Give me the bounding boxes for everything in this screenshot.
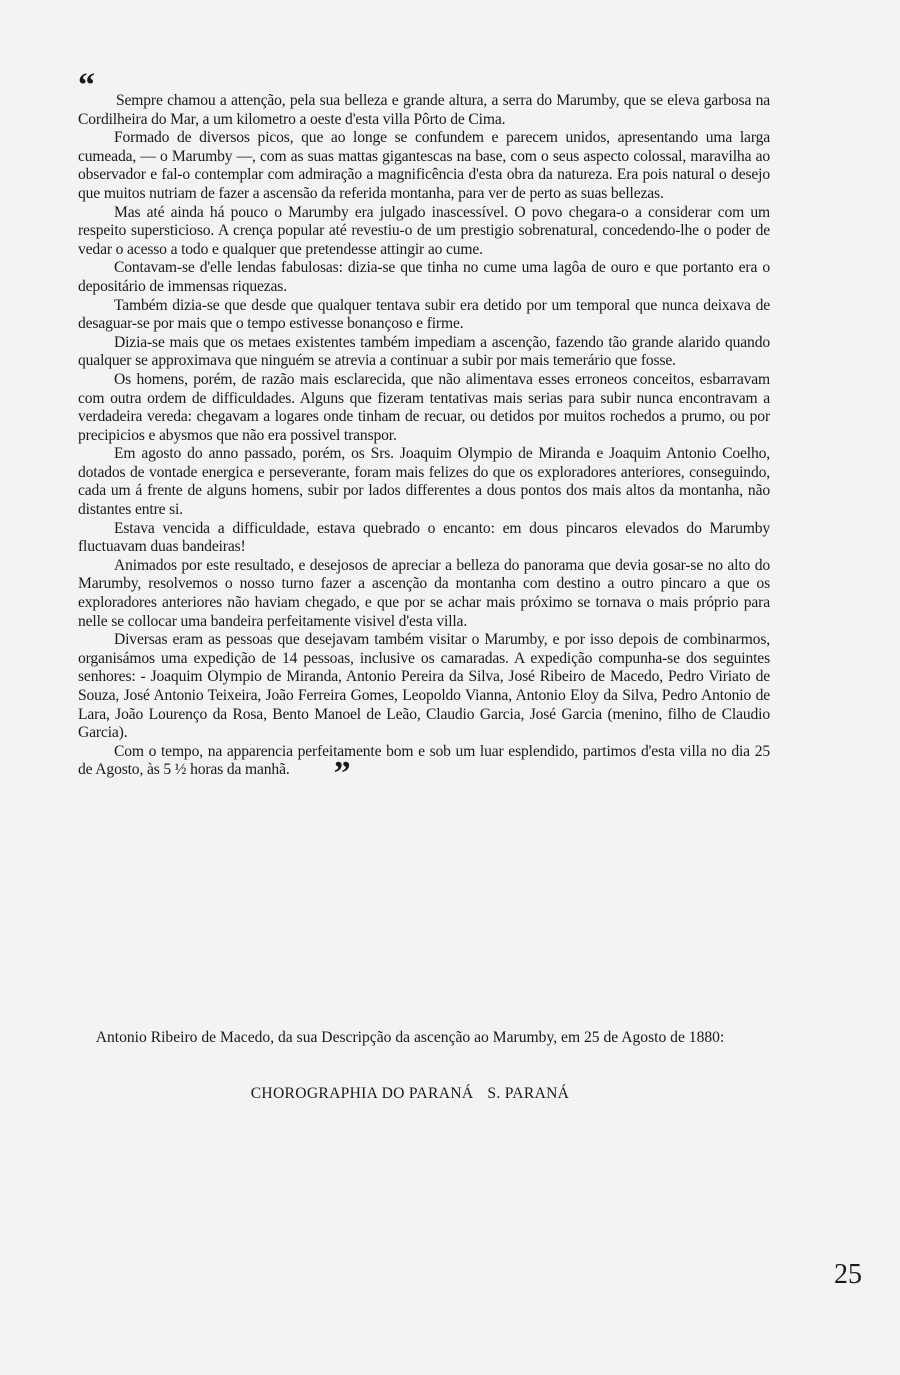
paragraph: Sempre chamou a attenção, pela sua belleza e grande altura, a serra do Marumby, que se eleva garbosa na Cordilheira do Mar, a um kilometro a oeste d'esta villa Pôrto de Cima. [78, 92, 770, 128]
paragraph: Animados por este resultado, e desejosos de apreciar a belleza do panorama que devia gosar-se no alto do Marumby, resolvemos o nosso turno fazer a ascenção da montanha com destino a outro pincaro a que os exploradores anteriores não haviam chegado, e que por se achar mais próximo se tornava o mais próprio para nelle se collocar uma bandeira perfeitamente visivel d'esta villa. [78, 556, 770, 630]
source-citation [120, 1084, 700, 1103]
paragraph: Formado de diversos picos, que ao longe se confundem e parecem unidos, apresentando uma larga cumeada, — o Marumby —, com as suas mattas gigantescas na base, com o seus aspecto colossal, maravilha ao observador e fal-o contemplar com admiração a magnificência d'esta obra da natureza. Era pois natural o desejo que muitos nutriam de fazer a ascensão da referida montanha, para ver de perto as suas bellezas. [78, 129, 770, 202]
quotation-text [78, 92, 770, 793]
source-title: CHOROGRAPHIA DO PARANÁ [250, 1085, 474, 1102]
paragraph: Mas até ainda há pouco o Marumby era julgado inascessível. O povo chegara-o a considerar com um respeito supersticioso. A crença popular até revestiu-o de um prestigio sobrenatural, concedendo-lhe o poder de vedar o acesso a todo e qualquer que pretendesse attingir ao cume. [78, 203, 770, 258]
paragraph: Em agosto do anno passado, porém, os Srs. Joaquim Olympio de Miranda e Joaquim Antonio Coelho, dotados de vontade energica e perseverante, foram mais felizes do que os exploradores anteriores, conseguindo, cada um á frente de alguns homens, subir por lados differentes a dous pontos dos mais altos da montanha, não distantes entre si. [78, 445, 770, 519]
paragraph: Dizia-se mais que os metaes existentes também impediam a ascenção, fazendo tão grande alarido quando qualquer se approximava que ninguém se atrevia a continuar a subir por mais temerário que fosse. [78, 333, 770, 370]
page-number: 25 [834, 1259, 862, 1290]
paragraph: Diversas eram as pessoas que desejavam também visitar o Marumby, e por isso depois de combinarmos, organisámos uma expedição de 14 pessoas, inclusive os camaradas. A expedição compunha-se dos seguintes senhores: - Joaquim Olympio de Miranda, Antonio Pereira da Silva, José Ribeiro de Macedo, Pedro Viriato de Souza, José Antonio Teixeira, João Ferreira Gomes, Leopoldo Vianna, Antonio Eloy da Silva, Pedro Antonio de Lara, João Lourenço da Rosa, Bento Manoel de Leão, Claudio Garcia, José Garcia (menino, filho de Claudio Garcia). [78, 631, 770, 742]
paragraph-last-text: Com o tempo, na apparencia perfeitamente bom e sob um luar esplendido, partimos d'esta villa no dia 25 de Agosto, às 5 ½ horas da manhã. [78, 742, 770, 779]
opening-quotation-mark: “ [78, 67, 93, 104]
source-author: S. PARANÁ [487, 1085, 570, 1102]
paragraph: Estava vencida a difficuldade, estava quebrado o encanto: em dous pincaros elevados do Marumby fluctuavam duas bandeiras! [78, 519, 770, 556]
closing-quotation-mark: ” [333, 755, 349, 793]
paragraph: Também dizia-se que desde que qualquer tentava subir era detido por um temporal que nunca deixava de desaguar-se por mais que o tempo estivesse bonançoso e firme. [78, 296, 770, 333]
attribution-line: Antonio Ribeiro de Macedo, da sua Descripção da ascenção ao Marumby, em 25 de Agosto de 1880: [95, 1029, 725, 1046]
paragraph-last [78, 742, 770, 793]
paragraph: Os homens, porém, de razão mais esclarecida, que não alimentava esses erroneos conceitos, esbarravam com outra ordem de difficuldades. Alguns que fizeram tentativas mais serias para subir nunca encontravam a verdadeira vereda: chegavam a logares onde tinham de recuar, ou detidos por muitos rochedos a prumo, ou por precipicios e abysmos que não era possivel transpor. [78, 370, 770, 444]
paragraph: Contavam-se d'elle lendas fabulosas: dizia-se que tinha no cume uma lagôa de ouro e que portanto era o depositário de immensas riquezas. [78, 259, 770, 295]
